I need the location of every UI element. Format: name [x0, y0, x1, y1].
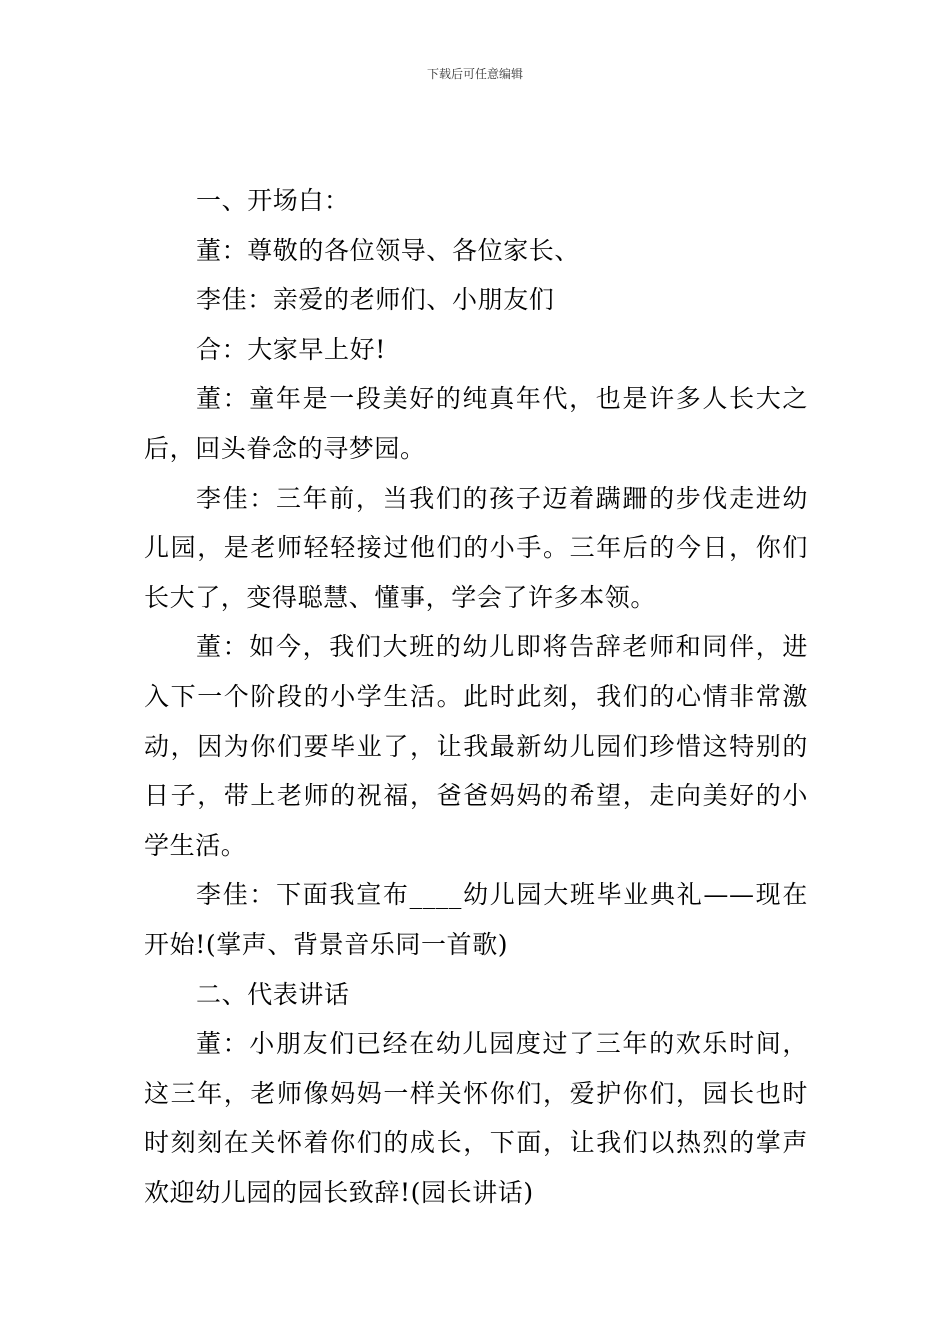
paragraph: 李佳：下面我宣布____幼儿园大班毕业典礼——现在开始!(掌声、背景音乐同一首歌) — [144, 880, 808, 959]
paragraph: 李佳：亲爱的老师们、小朋友们 — [196, 285, 555, 315]
section-heading-speech: 二、代表讲话 — [196, 979, 350, 1009]
paragraph: 董：童年是一段美好的纯真年代，也是许多人长大之后，回头眷念的寻梦园。 — [144, 384, 808, 463]
document-body — [144, 176, 808, 1217]
paragraph: 董：尊敬的各位领导、各位家长、 — [196, 235, 581, 265]
page-header-note: 下载后可任意编辑 — [426, 67, 523, 81]
paragraph: 李佳：三年前，当我们的孩子迈着蹒跚的步伐走进幼儿园，是老师轻轻接过他们的小手。三年后的今日，你们长大了，变得聪慧、懂事，学会了许多本领。 — [144, 483, 808, 612]
paragraph: 合：大家早上好! — [196, 334, 386, 364]
section-heading-opening: 一、开场白： — [196, 186, 350, 215]
paragraph: 董：如今，我们大班的幼儿即将告辞老师和同伴，进入下一个阶段的小学生活。此时此刻，我们的心情非常激动，因为你们要毕业了，让我最新幼儿园们珍惜这特别的日子，带上老师的祝福，爸爸妈妈的希望，走向美好的小学生活。 — [144, 632, 808, 860]
paragraph: 董：小朋友们已经在幼儿园度过了三年的欢乐时间，这三年，老师像妈妈一样关怀你们，爱护你们，园长也时时刻刻在关怀着你们的成长，下面，让我们以热烈的掌声欢迎幼儿园的园长致辞!(园长讲话) — [144, 1029, 808, 1207]
